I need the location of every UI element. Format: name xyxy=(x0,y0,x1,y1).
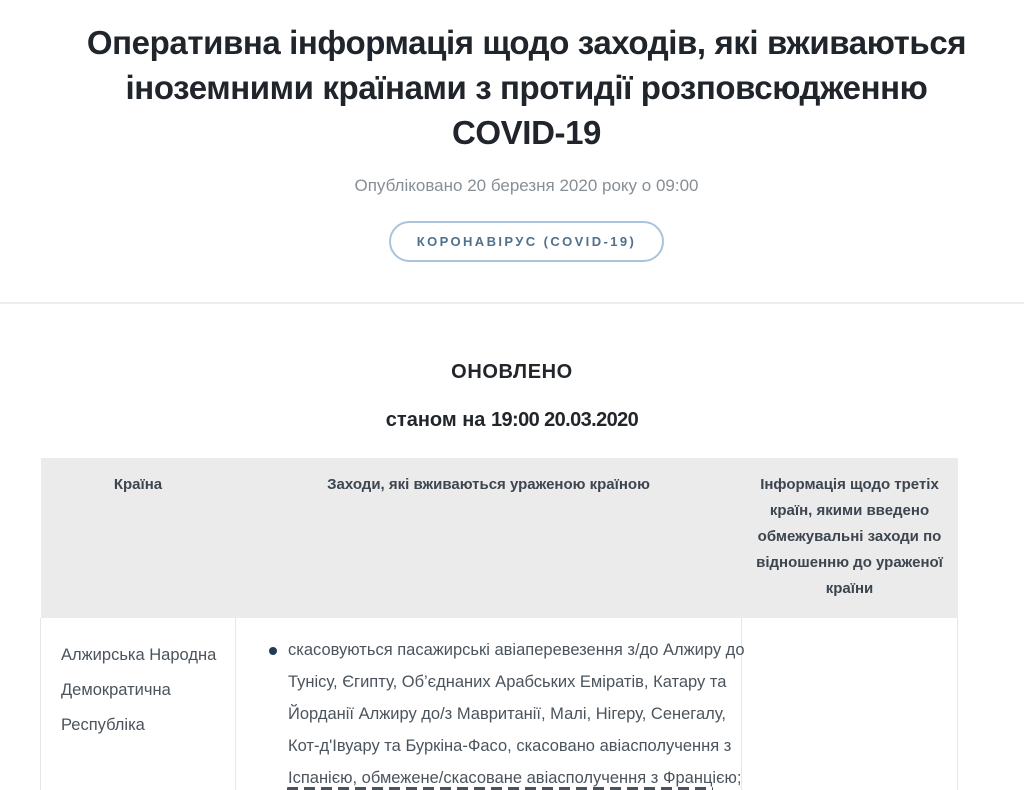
topic-badge[interactable]: КОРОНАВІРУС (COVID-19) xyxy=(389,221,664,262)
column-header-third-countries: Інформація щодо третіх країн, якими введено обмежувальні заходи по відношенню до ураженої країни xyxy=(742,458,958,618)
update-section xyxy=(0,361,1024,431)
third-countries-cell xyxy=(742,618,958,790)
bullet-icon xyxy=(269,647,277,655)
column-header-country: Країна xyxy=(41,458,236,618)
update-timestamp-prefix: станом на xyxy=(385,409,486,431)
update-timestamp xyxy=(0,409,1024,431)
section-divider xyxy=(0,302,1024,304)
published-date: Опубліковано 20 березня 2020 року о 09:00 xyxy=(354,176,699,195)
measures-table-header xyxy=(41,458,958,618)
update-status-heading: ОНОВЛЕНО xyxy=(451,361,573,383)
page-title-line: Оперативна інформація щодо заходів, які вживаються xyxy=(86,24,967,61)
measures-bullet-item xyxy=(269,634,745,790)
measures-cell xyxy=(236,618,745,790)
article-header xyxy=(40,0,1013,262)
badge-row xyxy=(40,221,1013,262)
table-row xyxy=(41,618,958,790)
measures-table xyxy=(40,458,958,790)
page-title-line: COVID-19 xyxy=(451,114,601,151)
measures-text: скасовуються пасажирські авіаперевезення з/до Алжиру до Тунісу, Єгипту, Об’єднаних Арабських Еміратів, Катару та Йорданії Алжиру до/з Мавританії, Малі, Нігеру, Сенегалу, Кот-д'Івуару та Буркіна-Фасо, скасовано авіасполучення з Іспанією, обмежене/скасоване авіасполучення з Францією; xyxy=(288,641,745,787)
country-cell: Алжирська Народна Демократична Республіка xyxy=(41,618,236,790)
page-title xyxy=(40,20,1013,155)
column-header-measures: Заходи, які вживаються ураженою країною xyxy=(236,458,742,618)
page-title-line: іноземними країнами з протидії розповсюдженню xyxy=(125,69,928,106)
update-timestamp-datetime: 19:00 20.03.2020 xyxy=(490,409,639,431)
